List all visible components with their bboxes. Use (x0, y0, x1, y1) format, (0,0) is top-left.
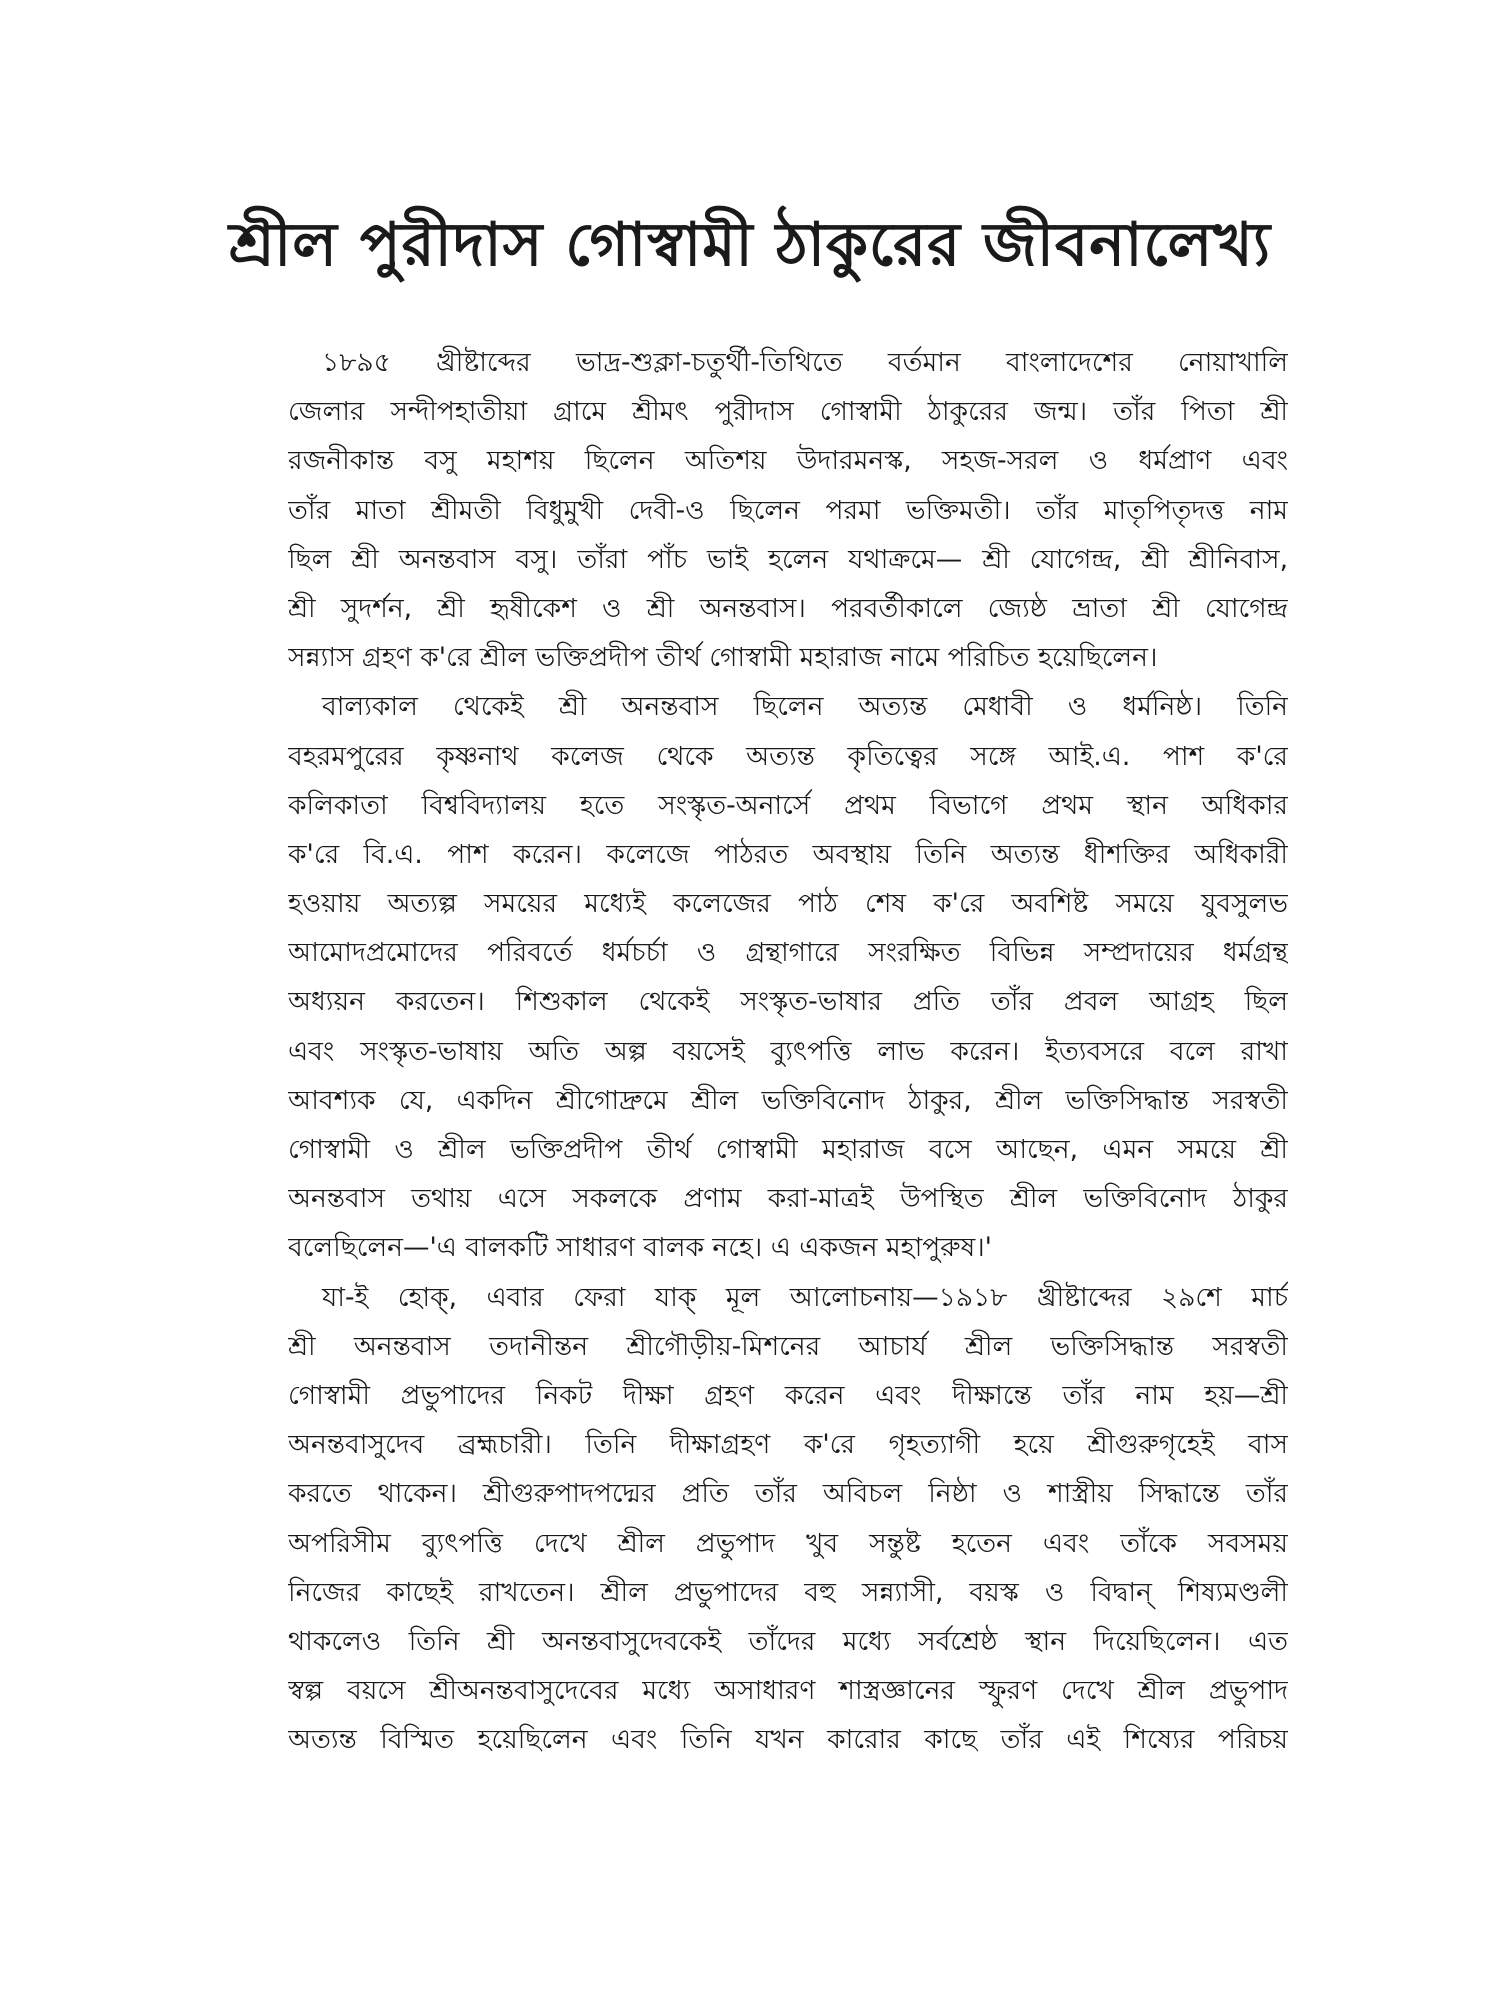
text-line: শ্রী সুদর্শন, শ্রী হৃষীকেশ ও শ্রী অনন্তবাস। পরবর্তীকালে জ্যেষ্ঠ ভ্রাতা শ্রী যোগেন্দ্র (288, 592, 1288, 624)
text-line: সন্ন্যাস গ্রহণ ক'রে শ্রীল ভক্তিপ্রদীপ তীর্থ গোস্বামী মহারাজ নামে পরিচিত হয়েছিলেন। (288, 642, 1158, 674)
text-line: অনন্তবাসুদেব ব্রহ্মচারী। তিনি দীক্ষাগ্রহণ ক'রে গৃহত্যাগী হয়ে শ্রীগুরুগৃহেই বাস (288, 1429, 1288, 1461)
text-line: তাঁর মাতা শ্রীমতী বিধুমুখী দেবী-ও ছিলেন পরমা ভক্তিমতী। তাঁর মাতৃপিতৃদত্ত নাম (288, 494, 1288, 526)
text-line: বহরমপুরের কৃষ্ণনাথ কলেজ থেকে অত্যন্ত কৃতিত্বের সঙ্গে আই.এ. পাশ ক'রে (288, 740, 1288, 772)
text-line: ছিল শ্রী অনন্তবাস বসু। তাঁরা পাঁচ ভাই হলেন যথাক্রমে— শ্রী যোগেন্দ্র, শ্রী শ্রীনিবাস, (288, 543, 1288, 575)
text-line: জেলার সন্দীপহাতীয়া গ্রামে শ্রীমৎ পুরীদাস গোস্বামী ঠাকুরের জন্ম। তাঁর পিতা শ্রী (288, 396, 1288, 428)
text-line: অনন্তবাস তথায় এসে সকলকে প্রণাম করা-মাত্রই উপস্থিত শ্রীল ভক্তিবিনোদ ঠাকুর (288, 1183, 1288, 1215)
text-line: আবশ্যক যে, একদিন শ্রীগোদ্রুমে শ্রীল ভক্তিবিনোদ ঠাকুর, শ্রীল ভক্তিসিদ্ধান্ত সরস্বতী (288, 1084, 1288, 1116)
text-line: নিজের কাছেই রাখতেন। শ্রীল প্রভুপাদের বহু সন্ন্যাসী, বয়স্ক ও বিদ্বান্ শিষ্যমণ্ডলী (288, 1576, 1288, 1608)
text-line: গোস্বামী ও শ্রীল ভক্তিপ্রদীপ তীর্থ গোস্বামী মহারাজ বসে আছেন, এমন সময়ে শ্রী (288, 1134, 1288, 1165)
page-title: শ্রীল পুরীদাস গোস্বামী ঠাকুরের জীবনালেখ্য (228, 210, 1272, 280)
text-line: ১৮৯৫ খ্রীষ্টাব্দের ভাদ্র-শুক্লা-চতুর্থী-তিথিতে বর্তমান বাংলাদেশের নোয়াখালি (322, 347, 1288, 378)
text-line: এবং সংস্কৃত-ভাষায় অতি অল্প বয়সেই ব্যুৎপত্তি লাভ করেন। ইত্যবসরে বলে রাখা (288, 1035, 1288, 1067)
text-line: করতে থাকেন। শ্রীগুরুপাদপদ্মের প্রতি তাঁর অবিচল নিষ্ঠা ও শাস্ত্রীয় সিদ্ধান্তে তাঁর (288, 1478, 1288, 1510)
text-line: শ্রী অনন্তবাস তদানীন্তন শ্রীগৌড়ীয়-মিশনের আচার্য শ্রীল ভক্তিসিদ্ধান্ত সরস্বতী (288, 1330, 1288, 1362)
text-line: ক'রে বি.এ. পাশ করেন। কলেজে পাঠরত অবস্থায় তিনি অত্যন্ত ধীশক্তির অধিকারী (288, 838, 1288, 870)
text-line: থাকলেও তিনি শ্রী অনন্তবাসুদেবকেই তাঁদের মধ্যে সর্বশ্রেষ্ঠ স্থান দিয়েছিলেন। এত (288, 1625, 1288, 1657)
text-line: গোস্বামী প্রভুপাদের নিকট দীক্ষা গ্রহণ করেন এবং দীক্ষান্তে তাঁর নাম হয়—শ্রী (288, 1379, 1288, 1411)
body-text (288, 338, 1288, 1764)
text-line: আমোদপ্রমোদের পরিবর্তে ধর্মচর্চা ও গ্রন্থাগারে সংরক্ষিত বিভিন্ন সম্প্রদায়ের ধর্মগ্রন্থ (288, 937, 1288, 969)
text-line: বলেছিলেন—'এ বালকটি সাধারণ বালক নহে। এ একজন মহাপুরুষ।' (288, 1232, 992, 1264)
text-line: রজনীকান্ত বসু মহাশয় ছিলেন অতিশয় উদারমনস্ক, সহজ-সরল ও ধর্মপ্রাণ এবং (288, 445, 1288, 477)
text-line: অপরিসীম ব্যুৎপত্তি দেখে শ্রীল প্রভুপাদ খুব সন্তুষ্ট হতেন এবং তাঁকে সবসময় (288, 1527, 1288, 1559)
text-line: স্বল্প বয়সে শ্রীঅনন্তবাসুদেবের মধ্যে অসাধারণ শাস্ত্রজ্ঞানের স্ফুরণ দেখে শ্রীল প্রভুপাদ (288, 1675, 1288, 1707)
text-line: যা-ই হোক্, এবার ফেরা যাক্ মূল আলোচনায়—১৯১৮ খ্রীষ্টাব্দের ২৯শে মার্চ (322, 1281, 1288, 1313)
text-line: বাল্যকাল থেকেই শ্রী অনন্তবাস ছিলেন অত্যন্ত মেধাবী ও ধর্মনিষ্ঠ। তিনি (322, 691, 1288, 723)
text-line: কলিকাতা বিশ্ববিদ্যালয় হতে সংস্কৃত-অনার্সে প্রথম বিভাগে প্রথম স্থান অধিকার (288, 789, 1288, 821)
text-line: অধ্যয়ন করতেন। শিশুকাল থেকেই সংস্কৃত-ভাষার প্রতি তাঁর প্রবল আগ্রহ ছিল (288, 986, 1288, 1018)
text-line: অত্যন্ত বিস্মিত হয়েছিলেন এবং তিনি যখন কারোর কাছে তাঁর এই শিষ্যের পরিচয় (288, 1724, 1288, 1756)
text-line: হওয়ায় অত্যল্প সময়ের মধ্যেই কলেজের পাঠ শেষ ক'রে অবশিষ্ট সময়ে যুবসুলভ (288, 888, 1288, 920)
